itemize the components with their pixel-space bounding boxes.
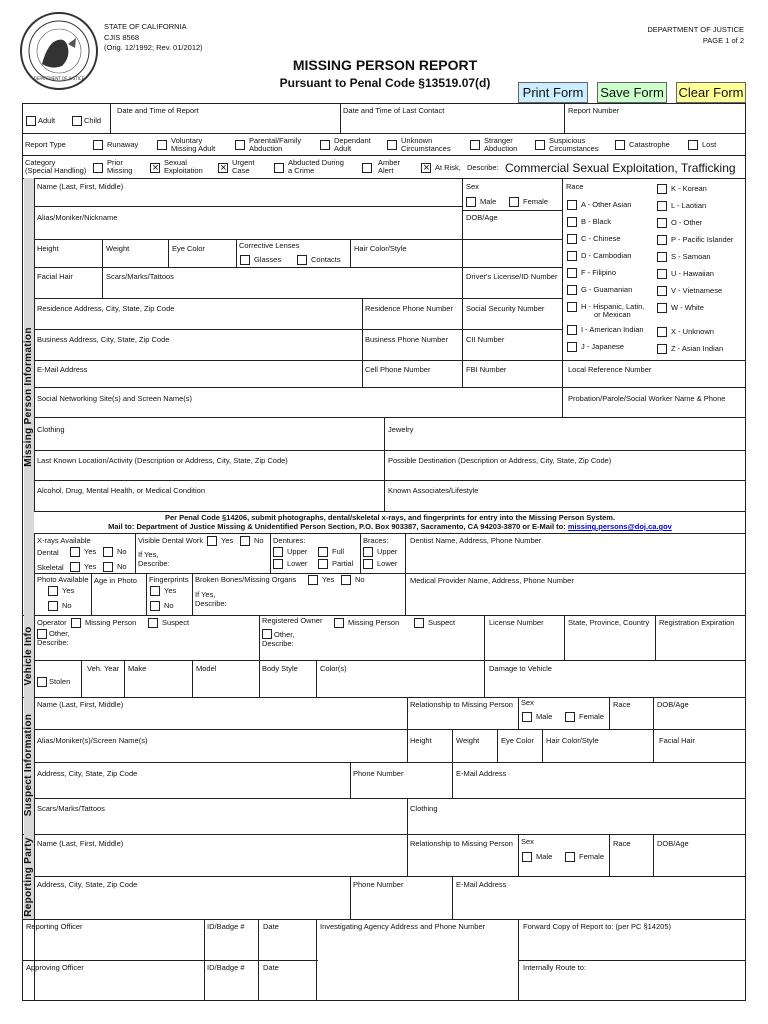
seal-text: DEPARTMENT OF JUSTICE bbox=[33, 76, 85, 81]
race-option-label: O - Other bbox=[671, 218, 703, 227]
broken-ifyes-label: If Yes, bbox=[195, 590, 216, 599]
rp-phone-label: Phone Number bbox=[353, 880, 404, 889]
photo-no-checkbox[interactable] bbox=[48, 601, 58, 611]
date-2-label: Date bbox=[263, 963, 279, 972]
form-number: CJIS 8568 bbox=[104, 33, 140, 42]
suspect-female-checkbox[interactable] bbox=[565, 712, 575, 722]
race-option-label: G - Guamanian bbox=[581, 285, 633, 294]
race-checkbox[interactable] bbox=[657, 218, 667, 228]
mp-cii-label: CII Number bbox=[466, 335, 505, 344]
fingerprints-no-checkbox[interactable] bbox=[150, 601, 160, 611]
mp-sex-label: Sex bbox=[466, 182, 479, 191]
skeletal-no-label: No bbox=[117, 562, 127, 571]
urgent-case-checkbox[interactable] bbox=[218, 163, 228, 173]
braces-label: Braces: bbox=[363, 536, 389, 545]
race-option-label: J - Japanese bbox=[581, 342, 624, 351]
catastrophe-checkbox[interactable] bbox=[615, 140, 625, 150]
suspect-alias-label: Alias/Moniker(s)/Screen Name(s) bbox=[37, 736, 148, 745]
braces-lower-label: Lower bbox=[377, 559, 398, 568]
rp-dob-label: DOB/Age bbox=[657, 839, 689, 848]
owner-other-label: Other, bbox=[274, 630, 295, 639]
clear-form-button[interactable]: Clear Form bbox=[676, 82, 746, 103]
race-checkbox[interactable] bbox=[567, 234, 577, 244]
age-photo-label: Age in Photo bbox=[94, 576, 137, 585]
child-checkbox[interactable] bbox=[72, 116, 82, 126]
owner-suspect-checkbox[interactable] bbox=[414, 618, 424, 628]
parental-label: Parental/Family bbox=[249, 136, 302, 145]
owner-missing-checkbox[interactable] bbox=[334, 618, 344, 628]
reporting-section-label: Reporting Party bbox=[23, 837, 34, 917]
dentist-label: Dentist Name, Address, Phone Number bbox=[410, 536, 542, 545]
race-checkbox[interactable] bbox=[657, 303, 667, 313]
rp-relationship-label: Relationship to Missing Person bbox=[410, 839, 513, 848]
vehicle-year-label: Veh. Year bbox=[87, 664, 120, 673]
suspect-male-checkbox[interactable] bbox=[522, 712, 532, 722]
mp-contacts-label: Contacts bbox=[311, 255, 341, 264]
body-style-label: Body Style bbox=[262, 664, 298, 673]
department-name: DEPARTMENT OF JUSTICE bbox=[647, 25, 744, 34]
badge-label: ID/Badge # bbox=[207, 922, 245, 931]
mp-fbi-label: FBI Number bbox=[466, 365, 507, 374]
dentures-full-label: Full bbox=[332, 547, 345, 556]
race-option-label: S - Samoan bbox=[671, 252, 711, 261]
suspect-hair-label: Hair Color/Style bbox=[546, 736, 599, 745]
suspect-address-label: Address, City, State, Zip Code bbox=[37, 769, 138, 778]
operator-suspect-label: Suspect bbox=[162, 618, 190, 627]
sexual-label-2: Exploitation bbox=[164, 166, 203, 175]
notice-line-2 bbox=[34, 522, 746, 531]
rp-male-label: Male bbox=[536, 852, 553, 861]
suspect-clothing-label: Clothing bbox=[410, 804, 438, 813]
rp-name-label: Name (Last, First, Middle) bbox=[37, 839, 124, 848]
photo-yes-label: Yes bbox=[62, 586, 75, 595]
race-checkbox[interactable] bbox=[657, 252, 667, 262]
race-extra-label: or Mexican bbox=[594, 310, 631, 319]
agency-label: Investigating Agency Address and Phone Number bbox=[320, 922, 486, 931]
race-checkbox[interactable] bbox=[657, 327, 667, 337]
suspect-height-label: Height bbox=[410, 736, 432, 745]
adult-label: Adult bbox=[38, 116, 56, 125]
sexual-label: Sexual bbox=[164, 158, 187, 167]
skeletal-yes-label: Yes bbox=[84, 562, 97, 571]
fingerprints-yes-checkbox[interactable] bbox=[150, 586, 160, 596]
voluntary-label-2: Missing Adult bbox=[171, 144, 216, 153]
suspect-dob-label: DOB/Age bbox=[657, 700, 689, 709]
mp-female-checkbox[interactable] bbox=[509, 197, 519, 207]
race-checkbox[interactable] bbox=[657, 235, 667, 245]
prior-label: Prior bbox=[107, 158, 123, 167]
damage-label: Damage to Vehicle bbox=[489, 664, 552, 673]
mp-destination-label: Possible Destination (Description or Address, City, State, Zip Code) bbox=[388, 456, 612, 465]
race-option-label: C - Chinese bbox=[581, 234, 621, 243]
race-option-label: X - Unknown bbox=[671, 327, 714, 336]
mp-lenses-label: Corrective Lenses bbox=[239, 241, 300, 250]
mp-local-label: Local Reference Number bbox=[568, 365, 652, 374]
medical-provider-label: Medical Provider Name, Address, Phone Number bbox=[410, 576, 574, 585]
visible-describe-label: Describe: bbox=[138, 559, 170, 568]
suspect-race-label: Race bbox=[613, 700, 631, 709]
unknown-label-2: Circumstances bbox=[401, 144, 451, 153]
skeletal-no-checkbox[interactable] bbox=[103, 562, 113, 572]
suspicious-label: Suspicious bbox=[549, 136, 586, 145]
race-option-label: P - Pacific Islander bbox=[671, 235, 734, 244]
race-option-label: Z - Asian Indian bbox=[671, 344, 724, 353]
suspect-weight-label: Weight bbox=[456, 736, 480, 745]
suspect-male-label: Male bbox=[536, 712, 553, 721]
race-checkbox[interactable] bbox=[567, 251, 577, 261]
operator-missing-label: Missing Person bbox=[85, 618, 137, 627]
operator-missing-checkbox[interactable] bbox=[71, 618, 81, 628]
dentures-label: Dentures: bbox=[273, 536, 306, 545]
suspect-section-label: Suspect Information bbox=[23, 713, 34, 817]
race-checkbox[interactable] bbox=[657, 286, 667, 296]
fingerprints-label: Fingerprints bbox=[149, 575, 189, 584]
child-label: Child bbox=[84, 116, 102, 125]
mp-last-known-label: Last Known Location/Activity (Description or Address, City, State, Zip Code) bbox=[37, 456, 288, 465]
abducted-label-2: a Crime bbox=[288, 166, 315, 175]
registration-expiration-label: Registration Expiration bbox=[659, 618, 735, 627]
mp-probation-label: Probation/Parole/Social Worker Name & Phone bbox=[568, 394, 726, 403]
owner-other-checkbox[interactable] bbox=[262, 629, 272, 639]
race-option-label: F - Filipino bbox=[581, 268, 617, 277]
vehicle-section-label: Vehicle Info bbox=[23, 626, 34, 686]
race-checkbox[interactable] bbox=[657, 344, 667, 354]
rp-sex-label: Sex bbox=[521, 837, 534, 846]
race-option-label: H - Hispanic, Latin, bbox=[581, 302, 645, 311]
report-type-label: Report Type bbox=[25, 140, 66, 149]
visible-no-checkbox[interactable] bbox=[240, 536, 250, 546]
sexual-exploitation-checkbox[interactable] bbox=[150, 163, 160, 173]
prior-label-2: Missing bbox=[107, 166, 133, 175]
race-option-label: I - American Indian bbox=[581, 325, 644, 334]
mp-email-label: E-Mail Address bbox=[37, 365, 88, 374]
rp-address-label: Address, City, State, Zip Code bbox=[37, 880, 138, 889]
race-option-label: B - Black bbox=[581, 217, 612, 226]
dentures-upper-label: Upper bbox=[287, 547, 308, 556]
state-seal bbox=[20, 12, 98, 90]
suspect-phone-label: Phone Number bbox=[353, 769, 404, 778]
print-form-button[interactable]: Print Form bbox=[518, 82, 588, 103]
urgent-label-2: Case bbox=[232, 166, 250, 175]
mp-dob-label: DOB/Age bbox=[466, 213, 498, 222]
suspect-eye-label: Eye Color bbox=[501, 736, 534, 745]
broken-describe-label: Describe: bbox=[195, 599, 227, 608]
abducted-checkbox[interactable] bbox=[274, 163, 284, 173]
catastrophe-label: Catastrophe bbox=[629, 140, 670, 149]
race-checkbox[interactable] bbox=[567, 217, 577, 227]
stranger-label: Stranger bbox=[484, 136, 513, 145]
unknown-label: Unknown bbox=[401, 136, 433, 145]
dental-label: Dental bbox=[37, 548, 59, 557]
mp-name-label: Name (Last, First, Middle) bbox=[37, 182, 124, 191]
mp-weight-label: Weight bbox=[106, 244, 130, 253]
missing-section-label: Missing Person Information bbox=[23, 327, 34, 467]
notice-email-link[interactable]: missing.persons@doj.ca.gov bbox=[567, 522, 672, 531]
dental-no-checkbox[interactable] bbox=[103, 547, 113, 557]
report-number-label: Report Number bbox=[568, 106, 620, 115]
mp-eye-label: Eye Color bbox=[172, 244, 205, 253]
broken-yes-label: Yes bbox=[322, 575, 335, 584]
operator-label: Operator bbox=[37, 618, 67, 627]
visible-yes-label: Yes bbox=[221, 536, 234, 545]
reporting-officer-label: Reporting Officer bbox=[26, 922, 83, 931]
category-label-2: (Special Handling) bbox=[25, 166, 87, 175]
amber-alert-checkbox[interactable] bbox=[362, 163, 372, 173]
forward-copy-label: Forward Copy of Report to: (per PC §14205) bbox=[523, 922, 671, 931]
broken-yes-checkbox[interactable] bbox=[308, 575, 318, 585]
badge-2-label: ID/Badge # bbox=[207, 963, 245, 972]
suspect-name-label: Name (Last, First, Middle) bbox=[37, 700, 124, 709]
fingerprints-no-label: No bbox=[164, 601, 174, 610]
suspect-sex-label: Sex bbox=[521, 698, 534, 707]
adult-checkbox[interactable] bbox=[26, 116, 36, 126]
rp-race-label: Race bbox=[613, 839, 631, 848]
race-checkbox[interactable] bbox=[657, 269, 667, 279]
dependant-checkbox[interactable] bbox=[320, 140, 330, 150]
mp-bus-phone-label: Business Phone Number bbox=[365, 335, 448, 344]
mp-social-label: Social Networking Site(s) and Screen Name(s) bbox=[37, 394, 193, 403]
mp-female-label: Female bbox=[523, 197, 549, 206]
state-province-label: State, Province, Country bbox=[568, 618, 650, 627]
operator-other-label: Other, bbox=[49, 629, 70, 638]
photo-no-label: No bbox=[62, 601, 72, 610]
mp-dl-label: Driver's License/ID Number bbox=[466, 272, 558, 281]
dentures-lower-checkbox[interactable] bbox=[273, 559, 283, 569]
mp-race-label: Race bbox=[566, 182, 584, 191]
parental-label-2: Abduction bbox=[249, 144, 283, 153]
race-checkbox[interactable] bbox=[567, 268, 577, 278]
urgent-label: Urgent bbox=[232, 158, 255, 167]
visible-dental-label: Visible Dental Work bbox=[138, 536, 204, 545]
dentures-upper-checkbox[interactable] bbox=[273, 547, 283, 557]
mp-glasses-checkbox[interactable] bbox=[240, 255, 250, 265]
save-form-button[interactable]: Save Form bbox=[597, 82, 667, 103]
braces-upper-label: Upper bbox=[377, 547, 398, 556]
lost-label: Lost bbox=[702, 140, 717, 149]
dentures-lower-label: Lower bbox=[287, 559, 308, 568]
stolen-label: Stolen bbox=[49, 677, 71, 686]
race-option-label: K - Korean bbox=[671, 184, 707, 193]
mp-glasses-label: Glasses bbox=[254, 255, 282, 264]
race-checkbox[interactable] bbox=[567, 302, 577, 312]
rp-female-label: Female bbox=[579, 852, 605, 861]
suspect-scars-label: Scars/Marks/Tattoos bbox=[37, 804, 105, 813]
dental-yes-label: Yes bbox=[84, 547, 97, 556]
rp-female-checkbox[interactable] bbox=[565, 852, 575, 862]
category-label: Category bbox=[25, 158, 56, 167]
race-checkbox[interactable] bbox=[657, 184, 667, 194]
category-describe-value[interactable]: Commercial Sexual Exploitation, Trafficking bbox=[505, 161, 736, 175]
race-option-label: V - Vietnamese bbox=[671, 286, 723, 295]
unknown-circ-checkbox[interactable] bbox=[387, 140, 397, 150]
mp-facial-label: Facial Hair bbox=[37, 272, 73, 281]
mp-res-label: Residence Address, City, State, Zip Code bbox=[37, 304, 175, 313]
race-checkbox[interactable] bbox=[567, 285, 577, 295]
prior-missing-checkbox[interactable] bbox=[93, 163, 103, 173]
race-option-label: L - Laotian bbox=[671, 201, 707, 210]
notice-line-1: Per Penal Code §14206, submit photographs, dental/skeletal x-rays, and fingerprints for entry into the Missing Person System. bbox=[164, 513, 616, 522]
mp-height-label: Height bbox=[37, 244, 59, 253]
mp-jewelry-label: Jewelry bbox=[388, 425, 414, 434]
date-contact-label: Date and Time of Last Contact bbox=[343, 106, 445, 115]
vehicle-make-label: Make bbox=[128, 664, 147, 673]
stolen-checkbox[interactable] bbox=[37, 677, 47, 687]
race-checkbox[interactable] bbox=[567, 200, 577, 210]
race-option-label: W - White bbox=[671, 303, 704, 312]
mp-alcohol-label: Alcohol, Drug, Mental Health, or Medical Condition bbox=[37, 486, 205, 495]
visible-no-label: No bbox=[254, 536, 264, 545]
broken-no-checkbox[interactable] bbox=[341, 575, 351, 585]
vehicle-model-label: Model bbox=[196, 664, 217, 673]
suspect-female-label: Female bbox=[579, 712, 605, 721]
xrays-label: X-rays Available bbox=[37, 536, 91, 545]
at-risk-label: At Risk, bbox=[435, 163, 461, 172]
stranger-label-2: Abduction bbox=[484, 144, 518, 153]
parental-checkbox[interactable] bbox=[235, 140, 245, 150]
suspect-relationship-label: Relationship to Missing Person bbox=[410, 700, 513, 709]
race-checkbox[interactable] bbox=[567, 325, 577, 335]
approving-officer-label: Approving Officer bbox=[26, 963, 84, 972]
runaway-label: Runaway bbox=[107, 140, 139, 149]
dependant-label-2: Adult bbox=[334, 144, 352, 153]
dentures-partial-checkbox[interactable] bbox=[318, 559, 328, 569]
race-checkbox[interactable] bbox=[567, 342, 577, 352]
voluntary-label: Voluntary bbox=[171, 136, 203, 145]
mp-associates-label: Known Associates/Lifestyle bbox=[388, 486, 479, 495]
mp-male-checkbox[interactable] bbox=[466, 197, 476, 207]
registered-owner-label: Registered Owner bbox=[262, 616, 323, 625]
page-number: PAGE 1 of 2 bbox=[702, 36, 744, 45]
describe-label: Describe: bbox=[467, 163, 499, 172]
operator-describe-label: Describe: bbox=[37, 638, 69, 647]
license-number-label: License Number bbox=[489, 618, 544, 627]
skeletal-label: Skeletal bbox=[37, 563, 64, 572]
notice-mail-text: Mail to: Department of Justice Missing & Unidentified Person Section, P.O. Box 903387, Sacramento, CA 94203-3870 or E-Mail to: bbox=[108, 522, 566, 531]
amber-label: Amber bbox=[378, 158, 401, 167]
state-name: STATE OF CALIFORNIA bbox=[104, 22, 187, 31]
mp-hair-label: Hair Color/Style bbox=[354, 244, 407, 253]
mp-contacts-checkbox[interactable] bbox=[297, 255, 307, 265]
mp-alias-label: Alias/Moniker/Nickname bbox=[37, 213, 118, 222]
voluntary-checkbox[interactable] bbox=[157, 140, 167, 150]
suspicious-checkbox[interactable] bbox=[535, 140, 545, 150]
rp-email-label: E-Mail Address bbox=[456, 880, 507, 889]
runaway-checkbox[interactable] bbox=[93, 140, 103, 150]
abducted-label: Abducted During bbox=[288, 158, 344, 167]
mp-clothing-label: Clothing bbox=[37, 425, 65, 434]
suspect-facial-label: Facial Hair bbox=[659, 736, 695, 745]
vehicle-color-label: Color(s) bbox=[320, 664, 347, 673]
fingerprints-yes-label: Yes bbox=[164, 586, 177, 595]
suspect-email-label: E-Mail Address bbox=[456, 769, 507, 778]
form-title: MISSING PERSON REPORT bbox=[292, 57, 478, 73]
date-report-label: Date and Time of Report bbox=[117, 106, 199, 115]
dentures-partial-label: Partial bbox=[332, 559, 354, 568]
owner-suspect-label: Suspect bbox=[428, 618, 456, 627]
photo-yes-checkbox[interactable] bbox=[48, 586, 58, 596]
at-risk-checkbox[interactable] bbox=[421, 163, 431, 173]
mp-scars-label: Scars/Marks/Tattoos bbox=[106, 272, 174, 281]
mp-cell-label: Cell Phone Number bbox=[365, 365, 431, 374]
dependant-label: Dependant bbox=[334, 136, 371, 145]
skeletal-yes-checkbox[interactable] bbox=[70, 562, 80, 572]
braces-lower-checkbox[interactable] bbox=[363, 559, 373, 569]
rp-male-checkbox[interactable] bbox=[522, 852, 532, 862]
photo-available-label: Photo Available bbox=[37, 575, 89, 584]
broken-bones-label: Broken Bones/Missing Organs bbox=[195, 575, 297, 584]
owner-describe-label: Describe: bbox=[262, 639, 294, 648]
dental-yes-checkbox[interactable] bbox=[70, 547, 80, 557]
date-label: Date bbox=[263, 922, 279, 931]
mp-bus-label: Business Address, City, State, Zip Code bbox=[37, 335, 170, 344]
braces-upper-checkbox[interactable] bbox=[363, 547, 373, 557]
amber-label-2: Alert bbox=[378, 166, 394, 175]
suspicious-label-2: Circumstances bbox=[549, 144, 599, 153]
race-option-label: U - Hawaiian bbox=[671, 269, 714, 278]
mp-ssn-label: Social Security Number bbox=[466, 304, 545, 313]
race-option-label: D - Cambodian bbox=[581, 251, 632, 260]
dentures-full-checkbox[interactable] bbox=[318, 547, 328, 557]
route-label: Internally Route to: bbox=[523, 963, 586, 972]
mp-res-phone-label: Residence Phone Number bbox=[365, 304, 453, 313]
lost-checkbox[interactable] bbox=[688, 140, 698, 150]
visible-ifyes-label: If Yes, bbox=[138, 550, 159, 559]
race-checkbox[interactable] bbox=[657, 201, 667, 211]
mp-male-label: Male bbox=[480, 197, 497, 206]
form-subtitle: Pursuant to Penal Code §13519.07(d) bbox=[279, 76, 491, 90]
operator-suspect-checkbox[interactable] bbox=[148, 618, 158, 628]
dental-no-label: No bbox=[117, 547, 127, 556]
visible-yes-checkbox[interactable] bbox=[207, 536, 217, 546]
broken-no-label: No bbox=[355, 575, 365, 584]
revision-date: (Orig. 12/1992; Rev. 01/2012) bbox=[104, 43, 203, 52]
owner-missing-label: Missing Person bbox=[348, 618, 400, 627]
stranger-checkbox[interactable] bbox=[470, 140, 480, 150]
race-option-label: A - Other Asian bbox=[581, 200, 632, 209]
